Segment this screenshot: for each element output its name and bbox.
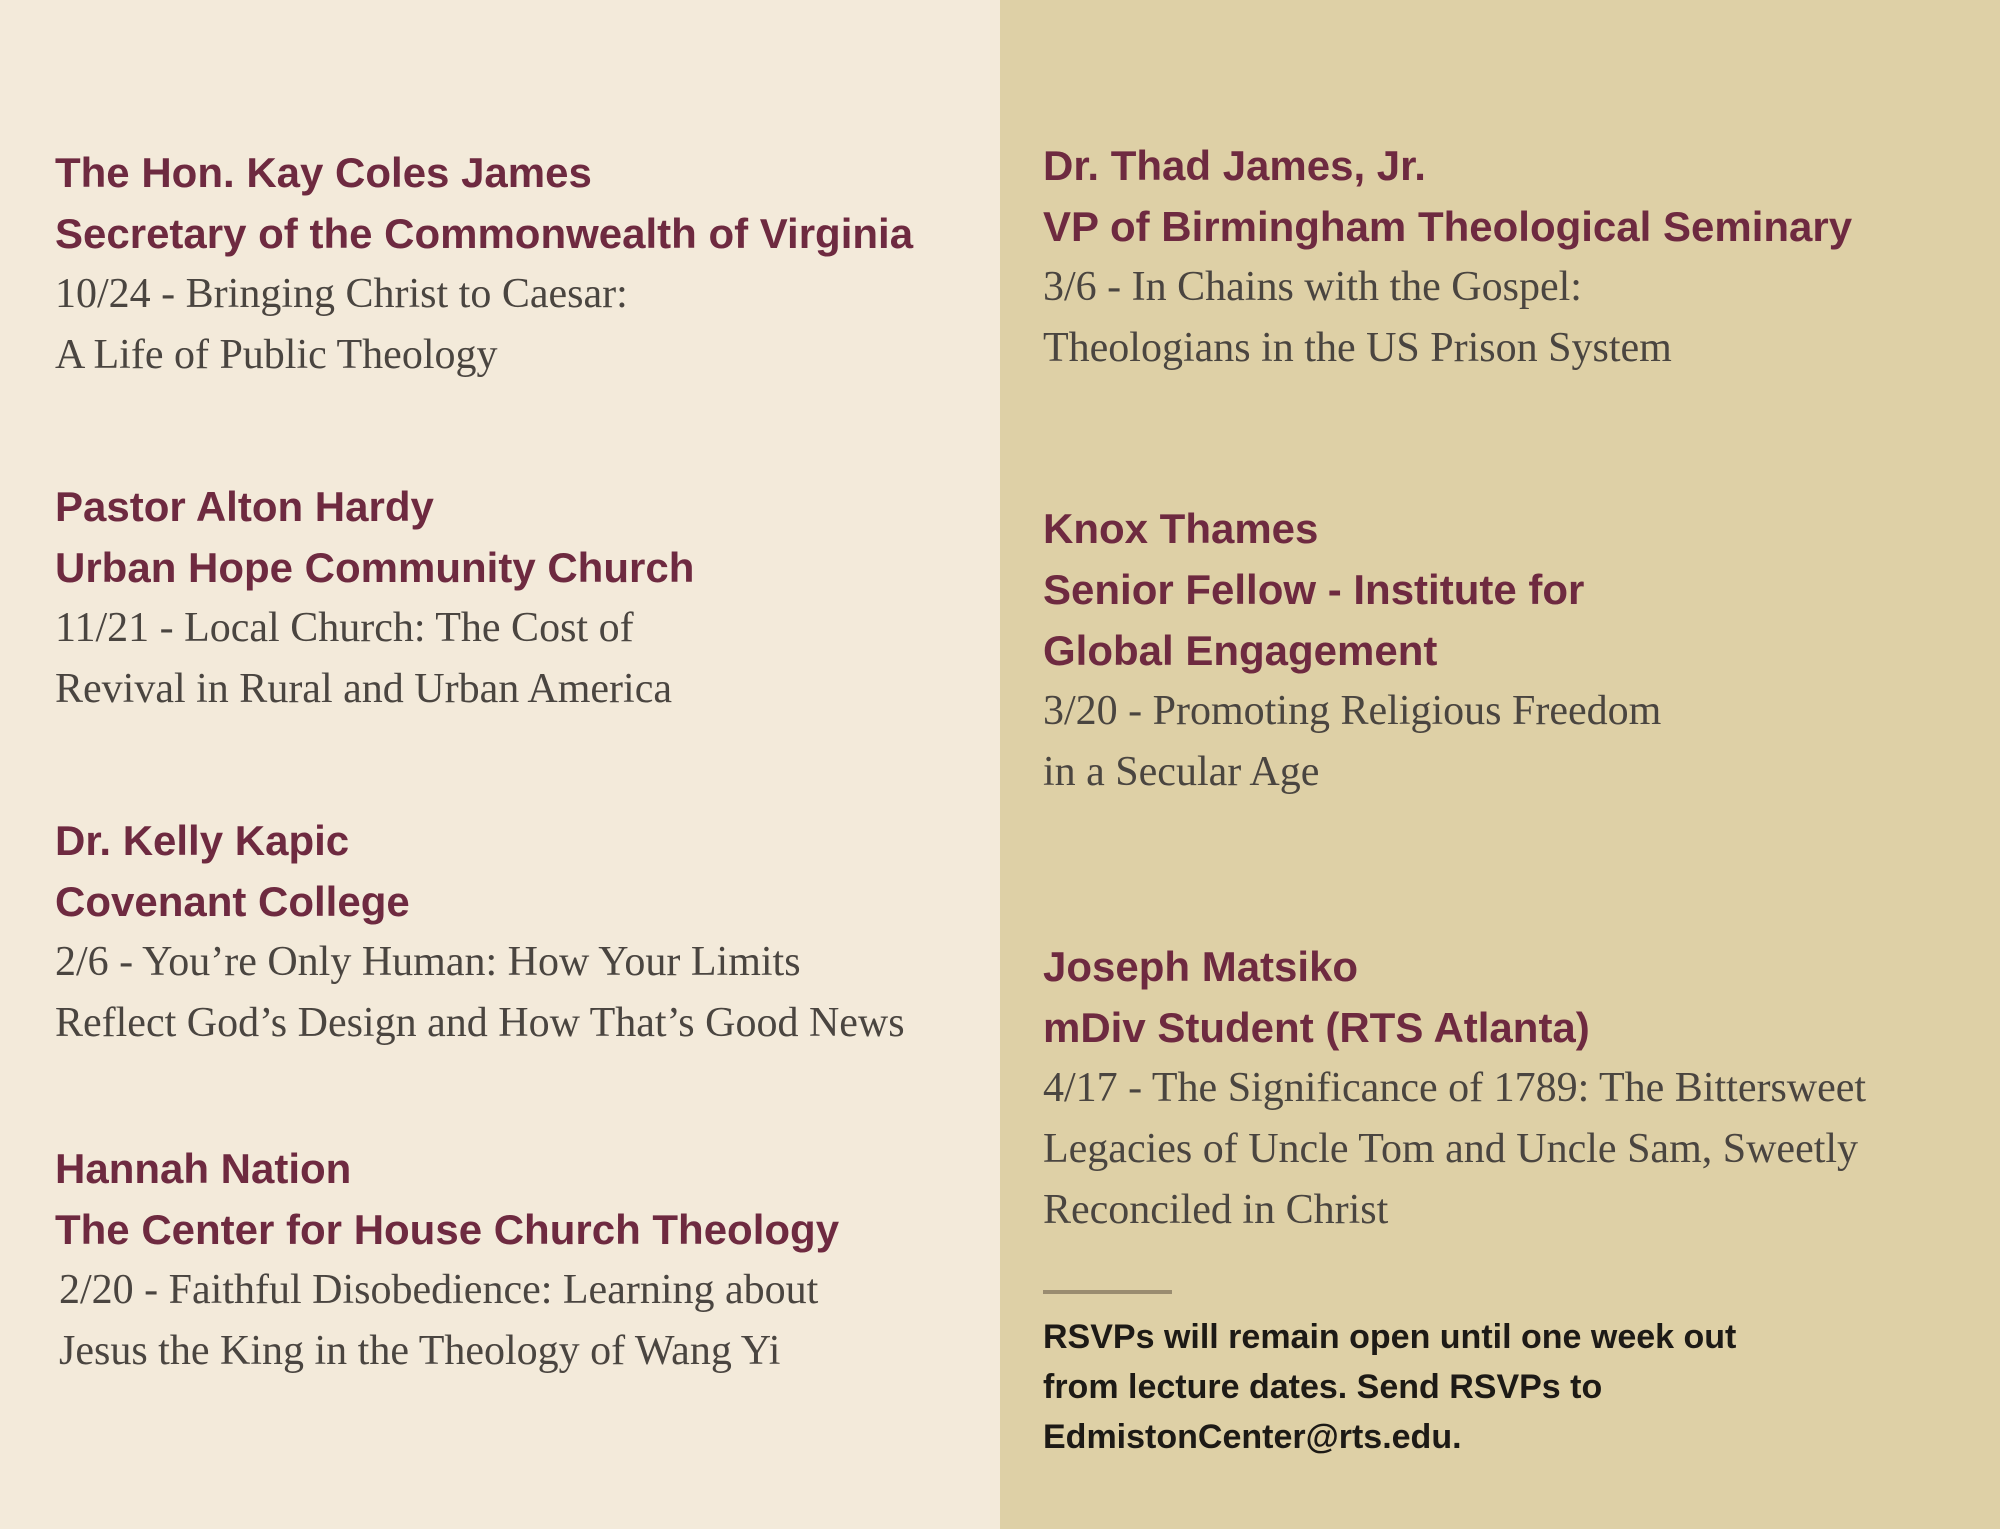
talk-title-line: 4/17 - The Significance of 1789: The Bittersweet (1043, 1065, 1867, 1111)
speaker-kelly-kapic (55, 810, 905, 1054)
speaker-name: Dr. Kelly Kapic (55, 817, 350, 864)
divider-rule (1043, 1290, 1172, 1294)
talk-title-line: 10/24 - Bringing Christ to Caesar: (55, 271, 628, 317)
speaker-alton-hardy (55, 476, 694, 720)
talk-title-line: Jesus the King in the Theology of Wang Yi (59, 1328, 781, 1374)
talk-title-line: 11/21 - Local Church: The Cost of (55, 605, 634, 651)
talk-title-line: 3/6 - In Chains with the Gospel: (1043, 264, 1582, 310)
speaker-name: Hannah Nation (55, 1145, 352, 1192)
speaker-affiliation: Secretary of the Commonwealth of Virginia (55, 210, 914, 257)
rsvp-email-line: EdmistonCenter@rts.edu. (1043, 1418, 1462, 1456)
speaker-hannah-nation (55, 1138, 839, 1382)
talk-title-line: A Life of Public Theology (55, 332, 498, 378)
speaker-name: Dr. Thad James, Jr. (1043, 142, 1426, 189)
rsvp-note-line: from lecture dates. Send RSVPs to (1043, 1368, 1603, 1406)
speaker-affiliation: Urban Hope Community Church (55, 544, 695, 591)
speaker-affiliation: VP of Birmingham Theological Seminary (1043, 203, 1853, 250)
talk-title-line: Theologians in the US Prison System (1043, 325, 1672, 371)
speaker-affiliation: Senior Fellow - Institute for (1043, 566, 1585, 613)
talk-title-line: 2/6 - You’re Only Human: How Your Limits (55, 939, 801, 985)
talk-title-line: Reflect God’s Design and How That’s Good News (55, 1000, 905, 1046)
speaker-name: The Hon. Kay Coles James (55, 149, 592, 196)
rsvp-note (1043, 1312, 1736, 1462)
speaker-affiliation: The Center for House Church Theology (55, 1206, 840, 1253)
talk-title-line: 3/20 - Promoting Religious Freedom (1043, 688, 1662, 734)
speaker-joseph-matsiko (1043, 936, 1866, 1241)
talk-title-line: 2/20 - Faithful Disobedience: Learning about (59, 1267, 819, 1313)
talk-title-line: Revival in Rural and Urban America (55, 666, 672, 712)
speaker-affiliation: Global Engagement (1043, 627, 1438, 674)
speaker-knox-thames (1043, 498, 1661, 803)
speaker-affiliation: Covenant College (55, 878, 410, 925)
rsvp-note-line: RSVPs will remain open until one week out (1043, 1318, 1737, 1356)
speaker-name: Joseph Matsiko (1043, 943, 1359, 990)
talk-title-line: in a Secular Age (1043, 749, 1320, 795)
talk-title-line: Reconciled in Christ (1043, 1187, 1389, 1233)
speaker-affiliation: mDiv Student (RTS Atlanta) (1043, 1004, 1590, 1051)
speaker-name: Knox Thames (1043, 505, 1319, 552)
speaker-thad-james (1043, 135, 1852, 379)
speaker-name: Pastor Alton Hardy (55, 483, 434, 530)
talk-title-line: Legacies of Uncle Tom and Uncle Sam, Sweetly (1043, 1126, 1859, 1172)
speaker-kay-coles-james (55, 142, 913, 386)
